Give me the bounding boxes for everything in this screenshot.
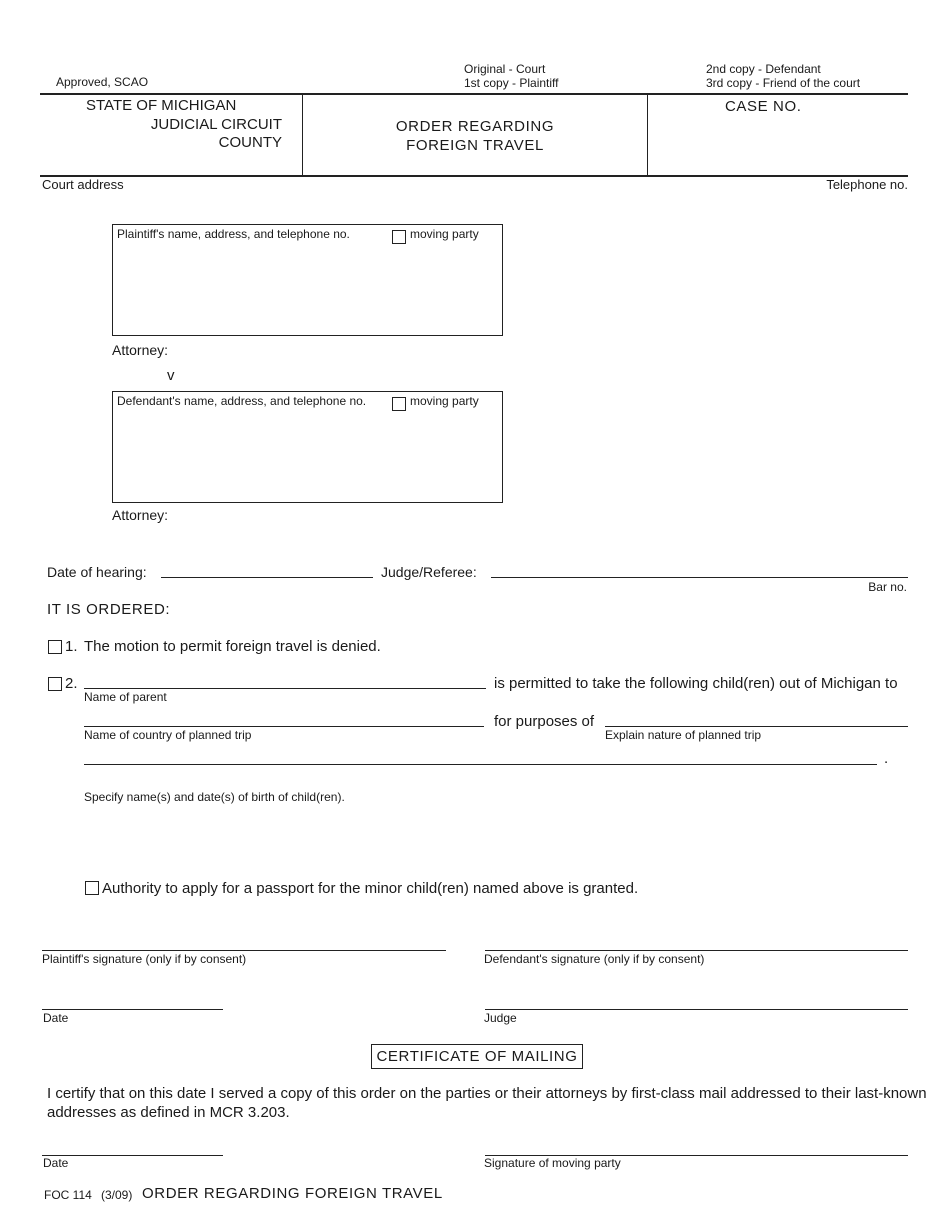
header-top-rule: [40, 93, 908, 95]
date-of-hearing-label: Date of hearing:: [47, 564, 147, 580]
certificate-of-mailing-heading: CERTIFICATE OF MAILING: [371, 1044, 583, 1069]
children-field[interactable]: [84, 764, 877, 765]
plaintiff-signature-field[interactable]: [42, 950, 446, 951]
plaintiff-box-label: Plaintiff's name, address, and telephone no.: [117, 227, 350, 241]
order-date-field[interactable]: [42, 1009, 223, 1010]
telephone-label: Telephone no.: [826, 177, 908, 192]
country-label: Name of country of planned trip: [84, 728, 252, 742]
case-no-label: CASE NO.: [725, 98, 802, 115]
date-of-hearing-field[interactable]: [161, 577, 373, 578]
item1-number: 1.: [65, 638, 78, 655]
moving-party-signature-label: Signature of moving party: [484, 1156, 621, 1170]
plaintiff-signature-label: Plaintiff's signature (only if by consent): [42, 952, 247, 966]
versus-label: v: [167, 367, 175, 384]
form-title-line1: ORDER REGARDING: [395, 118, 555, 135]
for-purposes-label: for purposes of: [494, 713, 595, 730]
header-divider-left: [302, 95, 303, 175]
permitted-text: is permitted to take the following child(ren) out of Michigan to: [494, 675, 898, 692]
form-title-line2: FOREIGN TRAVEL: [406, 137, 544, 154]
form-revision: (3/09): [101, 1188, 133, 1202]
copy-distribution-plaintiff: 1st copy - Plaintiff: [464, 76, 559, 90]
children-label: Specify name(s) and date(s) of birth of child(ren).: [84, 790, 345, 804]
certificate-text-line2: addresses as defined in MCR 3.203.: [47, 1104, 290, 1121]
parent-name-field[interactable]: [84, 688, 486, 689]
approved-label: Approved, SCAO: [56, 75, 149, 89]
order-date-label: Date: [43, 1011, 69, 1025]
plaintiff-attorney-label: Attorney:: [112, 342, 169, 358]
parent-name-label: Name of parent: [84, 690, 167, 704]
defendant-moving-party-label: moving party: [410, 394, 479, 408]
trip-nature-label: Explain nature of planned trip: [605, 728, 762, 742]
certificate-date-field[interactable]: [42, 1155, 223, 1156]
item2-checkbox[interactable]: [48, 677, 62, 691]
judicial-circuit: JUDICIAL CIRCUIT: [150, 116, 282, 133]
plaintiff-moving-party-label: moving party: [410, 227, 479, 241]
county: COUNTY: [218, 134, 282, 151]
form-number: FOC 114: [44, 1188, 92, 1202]
plaintiff-box[interactable]: [112, 224, 503, 336]
copy-distribution-defendant: 2nd copy - Defendant: [706, 62, 821, 76]
state-of-michigan: STATE OF MICHIGAN: [86, 97, 237, 114]
plaintiff-moving-party-checkbox[interactable]: [392, 230, 406, 244]
header-divider-right: [647, 95, 648, 175]
defendant-signature-field[interactable]: [485, 950, 908, 951]
item1-checkbox[interactable]: [48, 640, 62, 654]
country-field[interactable]: [84, 726, 484, 727]
judge-referee-label: Judge/Referee:: [381, 564, 477, 580]
copy-distribution-friend: 3rd copy - Friend of the court: [706, 76, 861, 90]
it-is-ordered-heading: IT IS ORDERED:: [47, 601, 171, 618]
defendant-attorney-label: Attorney:: [112, 507, 169, 523]
judge-signature-field[interactable]: [485, 1009, 908, 1010]
judge-referee-field[interactable]: [491, 577, 908, 578]
passport-text: Authority to apply for a passport for the minor child(ren) named above is granted.: [102, 880, 639, 897]
certificate-text-line1: I certify that on this date I served a copy of this order on the parties or their attorneys by first-class mail addressed to their last-known: [47, 1085, 927, 1102]
defendant-box-label: Defendant's name, address, and telephone no.: [117, 394, 367, 408]
children-field-period: .: [884, 750, 889, 767]
footer-title: ORDER REGARDING FOREIGN TRAVEL: [142, 1185, 443, 1202]
certificate-date-label: Date: [43, 1156, 69, 1170]
court-address-label: Court address: [42, 177, 124, 192]
item2-number: 2.: [65, 675, 78, 692]
trip-nature-field[interactable]: [605, 726, 908, 727]
item1-text: The motion to permit foreign travel is denied.: [84, 638, 381, 655]
judge-signature-label: Judge: [484, 1011, 517, 1025]
defendant-box[interactable]: [112, 391, 503, 503]
defendant-signature-label: Defendant's signature (only if by consent): [484, 952, 705, 966]
passport-checkbox[interactable]: [85, 881, 99, 895]
defendant-moving-party-checkbox[interactable]: [392, 397, 406, 411]
bar-no-label: Bar no.: [868, 580, 907, 594]
copy-distribution-original: Original - Court: [464, 62, 546, 76]
